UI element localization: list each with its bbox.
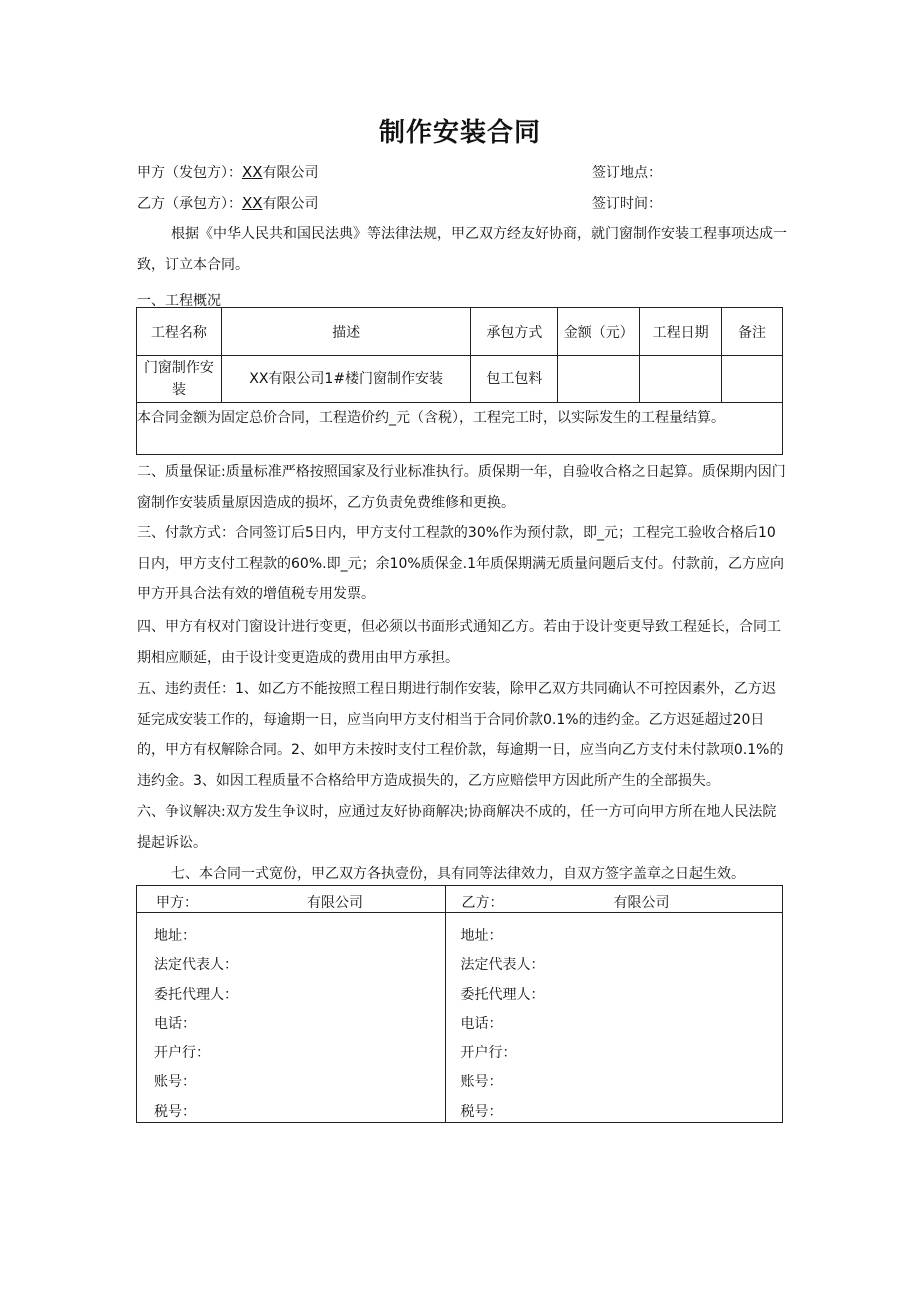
clause-design-change: 四、甲方有权对门窗设计进行变更，但必须以书面形式通知乙方。若由于设计变更导致工程延长，合同工期相应顺延，由于设计变更造成的费用由甲方承担。 xyxy=(137,619,781,666)
table-header-row xyxy=(137,308,783,356)
contract-method-cell: 包工包料 xyxy=(471,356,558,403)
date-cell xyxy=(640,356,722,403)
header-cell: 工程日期 xyxy=(640,308,722,356)
party-b-signature-block xyxy=(445,886,782,1123)
table-note: 本合同金额为固定总价合同，工程造价约_元（含税），工程完工时，以实际发生的工程量结算。 xyxy=(137,403,783,455)
party-a-signature-company: 有限公司 xyxy=(307,895,363,911)
field-account: 账号： xyxy=(154,1074,196,1091)
field-address: 地址： xyxy=(154,928,196,944)
party-b-signature-label: 乙方： xyxy=(461,895,504,911)
field-bank: 开户行： xyxy=(460,1045,517,1062)
document-title: 制作安装合同 xyxy=(378,118,541,148)
field-account: 账号： xyxy=(460,1074,503,1091)
field-address: 地址： xyxy=(460,928,503,944)
table-note-row xyxy=(137,403,783,455)
header-cell: 备注 xyxy=(722,308,783,356)
header-cell: 描述 xyxy=(221,308,471,356)
project-overview-table xyxy=(136,307,783,455)
field-tax-id: 税号： xyxy=(460,1103,503,1120)
party-a-name-underlined: XX xyxy=(242,163,263,181)
field-phone: 电话： xyxy=(460,1015,503,1032)
field-tax-id: 税号： xyxy=(154,1103,196,1120)
party-a-signature-block xyxy=(137,886,446,1123)
intro-paragraph: 根据《中华人民共和国民法典》等法律法规，甲乙双方经友好协商，就门窗制作安装工程事项达成一致，订立本合同。 xyxy=(137,226,787,273)
project-name-cell: 门窗制作安装 xyxy=(137,356,222,403)
field-phone: 电话： xyxy=(154,1015,196,1032)
party-b-name-rest: 有限公司 xyxy=(262,196,319,212)
clause-copies: 七、本合同一式宽份，甲乙双方各执壹份，具有同等法律效力，自双方签字盖章之日起生效。 xyxy=(171,866,745,882)
table-row xyxy=(137,356,783,403)
header-cell: 金额（元） xyxy=(558,308,640,356)
party-a-label: 甲方（发包方）： xyxy=(137,165,242,181)
party-a-signature-header xyxy=(137,886,445,913)
description-cell: XX有限公司1#楼门窗制作安装 xyxy=(221,356,471,403)
header-cell: 承包方式 xyxy=(471,308,558,356)
field-legal-representative: 法定代表人： xyxy=(154,957,238,974)
field-bank: 开户行： xyxy=(154,1045,210,1062)
clause-breach: 五、违约责任：1、如乙方不能按照工程日期进行制作安装，除甲乙双方共同确认不可控因素外，乙方迟延完成安装工作的，每逾期一日，应当向甲方支付相当于合同价款0.1%的违约金。乙方迟延超过20日的，甲方有权解除合同。2、如甲方未按时支付工程价款，每逾期一日，应当向乙方支付未付款项0.1%的违约金。3、如因工程质量不合格给甲方造成损失的，乙方应赔偿甲方因此所产生的全部损失。 xyxy=(137,681,784,789)
signature-table xyxy=(136,885,783,1123)
party-b-line xyxy=(137,193,319,213)
clause-quality: 二、质量保证:质量标准严格按照国家及行业标准执行。质保期一年，自验收合格之日起算。质保期内因门窗制作安装质量原因造成的损坏，乙方负责免费维修和更换。 xyxy=(137,464,786,511)
clause-dispute: 六、争议解决:双方发生争议时，应通过友好协商解决;协商解决不成的，任一方可向甲方所在地人民法院提起诉讼。 xyxy=(137,804,777,851)
field-agent: 委托代理人： xyxy=(154,986,238,1003)
amount-cell xyxy=(558,356,640,403)
party-a-line xyxy=(137,162,319,182)
header-cell: 工程名称 xyxy=(137,308,222,356)
party-b-label: 乙方（承包方）： xyxy=(137,196,242,212)
remark-cell xyxy=(722,356,783,403)
party-a-fields xyxy=(137,913,445,1122)
party-b-name-underlined: XX xyxy=(242,194,263,212)
clause-payment: 三、付款方式：合同签订后5日内，甲方支付工程款的30%作为预付款，即_元；工程完工验收合格后10日内，甲方支付工程款的60%.即_元；余10%质保金.1年质保期满无质量问题后支付。付款前，乙方应向甲方开具合法有效的增值税专用发票。 xyxy=(137,525,785,602)
party-a-name-rest: 有限公司 xyxy=(262,165,319,181)
section-1-heading: 一、工程概况 xyxy=(137,293,221,309)
party-a-signature-label: 甲方： xyxy=(156,895,198,911)
sign-place: 签订地点： xyxy=(592,165,662,181)
party-b-signature-header xyxy=(446,886,782,913)
sign-time: 签订时间： xyxy=(592,196,662,212)
party-b-signature-company: 有限公司 xyxy=(613,895,670,911)
field-legal-representative: 法定代表人： xyxy=(460,957,545,974)
field-agent: 委托代理人： xyxy=(460,986,545,1003)
party-b-fields xyxy=(446,913,782,1122)
